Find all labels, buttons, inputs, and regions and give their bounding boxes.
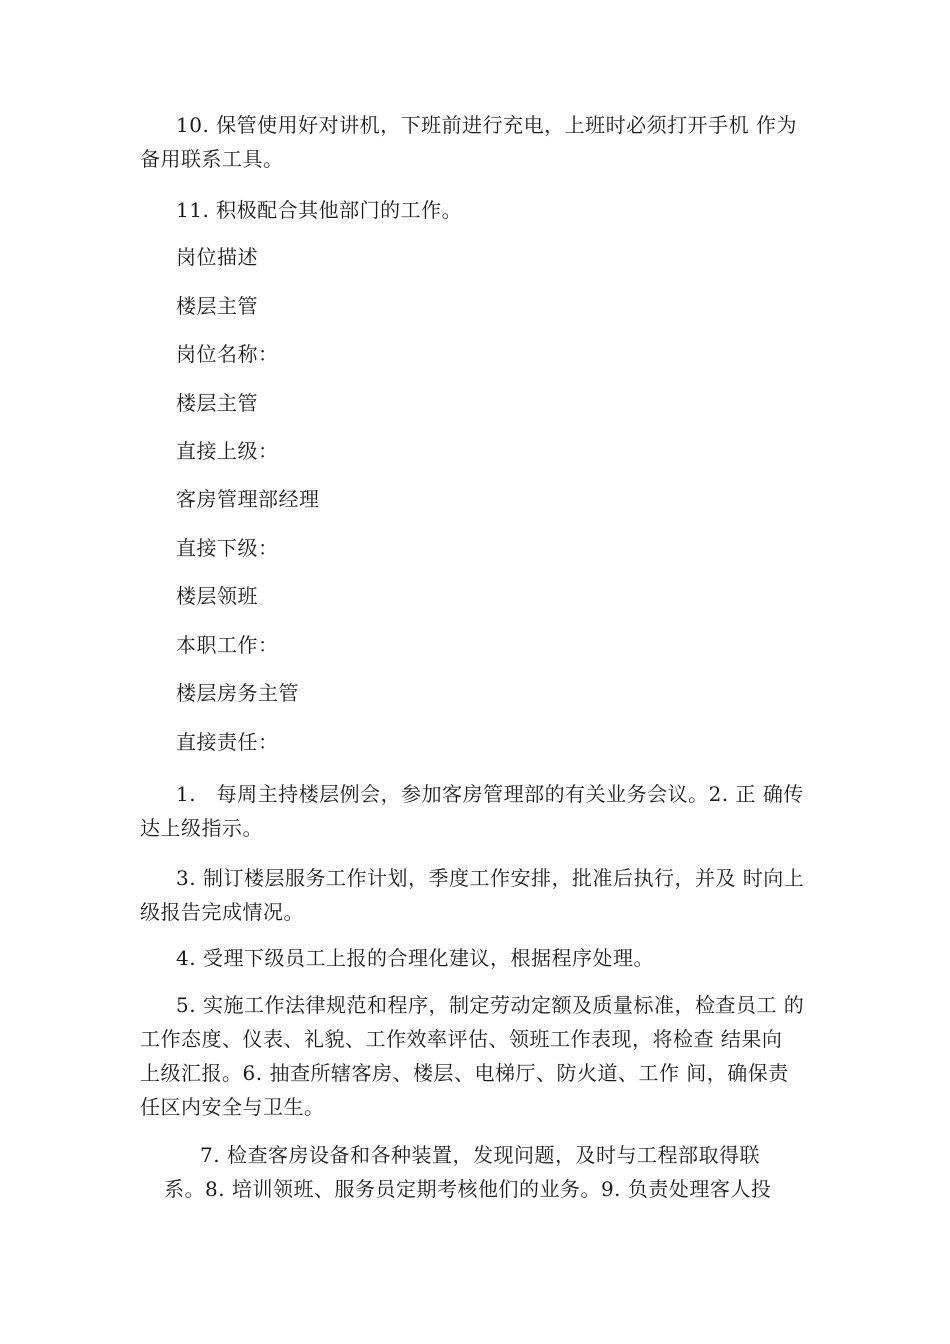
text-line: 工作态度、仪表、礼貌、工作效率评估、领班工作表现，将检查 结果向 — [140, 1027, 783, 1051]
field-label-direct-superior — [140, 434, 830, 468]
paragraph-item-11 — [140, 193, 830, 227]
responsibility-item-1-2 — [140, 777, 830, 845]
text-line: 楼层主管 — [176, 294, 258, 318]
text-line: 客房管理部经理 — [176, 487, 320, 511]
text-line: 5. 实施工作法律规范和程序，制定劳动定额及质量标准，检查员工 的 — [176, 993, 805, 1017]
text-line: 3. 制订楼层服务工作计划，季度工作安排，批准后执行，并及 时向上 — [176, 866, 805, 890]
text-line: 达上级指示。 — [140, 816, 263, 840]
field-value-direct-subordinate — [140, 579, 830, 613]
text-line: 楼层领班 — [176, 584, 258, 608]
text-line: 4. 受理下级员工上报的合理化建议，根据程序处理。 — [176, 946, 654, 970]
text-line: 1. 每周主持楼层例会，参加客房管理部的有关业务会议。2. 正 确传 — [176, 782, 804, 806]
text-line: 系。8. 培训领班、服务员定期考核他们的业务。9. 负责处理客人投 — [164, 1177, 772, 1201]
text-line: 11. 积极配合其他部门的工作。 — [176, 198, 463, 222]
responsibility-item-3 — [140, 861, 830, 929]
responsibility-item-7-9 — [164, 1138, 830, 1206]
text-line: 上级汇报。6. 抽查所辖客房、楼层、电梯厅、防火道、工作 间，确保责 — [140, 1061, 789, 1085]
text-line: 岗位名称： — [176, 342, 279, 366]
text-line: 岗位描述 — [176, 245, 258, 269]
text-line: 直接下级： — [176, 536, 279, 560]
section-heading-job-description — [140, 240, 830, 274]
field-label-main-work — [140, 628, 830, 662]
text-line: 级报告完成情况。 — [140, 900, 304, 924]
text-line: 直接上级： — [176, 439, 279, 463]
field-value-job-name — [140, 386, 830, 420]
job-title-text — [140, 289, 830, 323]
responsibility-item-5-6 — [140, 988, 830, 1124]
text-line: 本职工作： — [176, 633, 279, 657]
text-line: 直接责任： — [176, 730, 279, 754]
field-label-direct-subordinate — [140, 531, 830, 565]
text-line: 备用联系工具。 — [140, 147, 284, 171]
text-line: 10. 保管使用好对讲机，下班前进行充电，上班时必须打开手机 作为 — [176, 113, 798, 137]
field-value-main-work — [140, 676, 830, 710]
text-line: 7. 检查客房设备和各种装置，发现问题，及时与工程部取得联 — [200, 1143, 760, 1167]
text-line: 楼层主管 — [176, 391, 258, 415]
field-label-direct-responsibility — [140, 725, 830, 759]
paragraph-item-10 — [140, 108, 830, 176]
responsibility-item-4 — [140, 941, 830, 975]
field-value-direct-superior — [140, 482, 830, 516]
text-line: 任区内安全与卫生。 — [140, 1095, 325, 1119]
text-line: 楼层房务主管 — [176, 681, 299, 705]
field-label-job-name — [140, 337, 830, 371]
